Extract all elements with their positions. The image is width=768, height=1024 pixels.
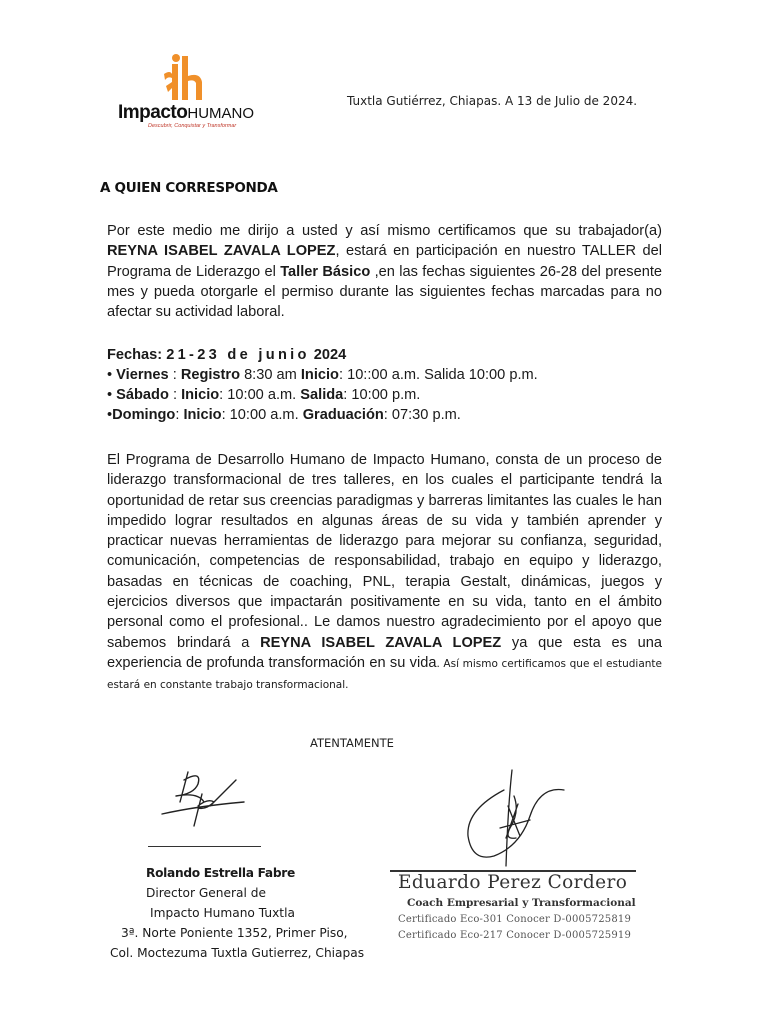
- signatory-left-org: Impacto Humano Tuxtla: [150, 906, 295, 920]
- employee-name: REYNA ISABEL ZAVALA LOPEZ: [260, 634, 502, 651]
- workshop-name: Taller Básico: [280, 263, 371, 280]
- signatory-right-role: Coach Empresarial y Transformacional: [407, 897, 636, 909]
- schedule-block: [107, 345, 538, 425]
- program-description-paragraph: El Programa de Desarrollo Humano de Impacto Humano, consta de un proceso de liderazgo transformacional de tres talleres, en los cuales el participante tendrá la oportunidad de retar sus creencias paradigmas y barreras limitantes las cuales le han impedido lograr resultados en algunas áreas de su vida y también aprender y practicar nuevas herramientas de liderazgo para mejorar su confianza, seguridad, comunicación, competencias de responsabilidad, trabajo en equipo y liderazgo, basadas en técnicas de coaching, PNL, terapia Gestalt, dinámicas, juegos y ejercicios diversos que impactarán positivamente en su vida, tanto en el ámbito personal como el profesional.. Le damos nuestro agradecimiento por el apoyo que sabemos brindará a REYNA ISABEL ZAVALA LOPEZ ya que esta es una experiencia de profunda transformación en su vida. Así mismo certificamos que el estudiante estará en constante trabajo transformacional.: [107, 452, 662, 692]
- company-logo: [118, 52, 258, 132]
- signatory-left: [100, 863, 390, 963]
- signature-right: [460, 766, 570, 870]
- schedule-item-friday: • Viernes : Registro 8:30 am Inicio: 10::00 a.m. Salida 10:00 p.m.: [107, 367, 538, 383]
- signature-left: [158, 766, 248, 832]
- signatory-right-cert1: Certificado Eco-301 Conocer D-0005725819: [398, 914, 632, 925]
- signatory-left-name: Rolando Estrella Fabre: [146, 866, 295, 880]
- signatory-right-name: Eduardo Perez Cordero: [398, 872, 628, 893]
- signatory-right-cert2: Certificado Eco-217 Conocer D-0005725919: [398, 930, 632, 941]
- salutation: A QUIEN CORRESPONDA: [100, 180, 278, 196]
- schedule-item-sunday: •Domingo: Inicio: 10:00 a.m. Graduación: 07:30 p.m.: [107, 407, 461, 423]
- signatory-right: [398, 872, 638, 941]
- signatory-left-title: Director General de: [146, 886, 266, 900]
- logo-wordmark: ImpactoHUMANO: [118, 102, 255, 123]
- date-line: Tuxtla Gutiérrez, Chiapas. A 13 de Julio de 2024.: [347, 94, 638, 108]
- schedule-title: Fechas: 21-23 de junio 2024: [107, 347, 347, 363]
- signature-line-left: [148, 846, 261, 847]
- schedule-item-saturday: • Sábado : Inicio: 10:00 a.m. Salida: 10:00 p.m.: [107, 387, 421, 403]
- signatory-left-address2: Col. Moctezuma Tuxtla Gutierrez, Chiapas: [110, 946, 365, 960]
- logo-tagline: Descubrir, Conquistar y Transformar: [148, 123, 237, 129]
- signatory-left-address1: 3ª. Norte Poniente 1352, Primer Piso,: [121, 926, 348, 940]
- closing: ATENTAMENTE: [310, 736, 394, 750]
- intro-paragraph: Por este medio me dirijo a usted y así mismo certificamos que su trabajador(a) REYNA ISABEL ZAVALA LOPEZ, estará en participación en nuestro TALLER del Programa de Liderazgo el Taller Básico ,en las fechas siguientes 26-28 del presente mes y pueda otorgarle el permiso durante las siguientes fechas marcadas para no afectar su actividad laboral.: [107, 223, 663, 321]
- employee-name: REYNA ISABEL ZAVALA LOPEZ: [107, 243, 336, 260]
- logo-icon: [162, 52, 210, 102]
